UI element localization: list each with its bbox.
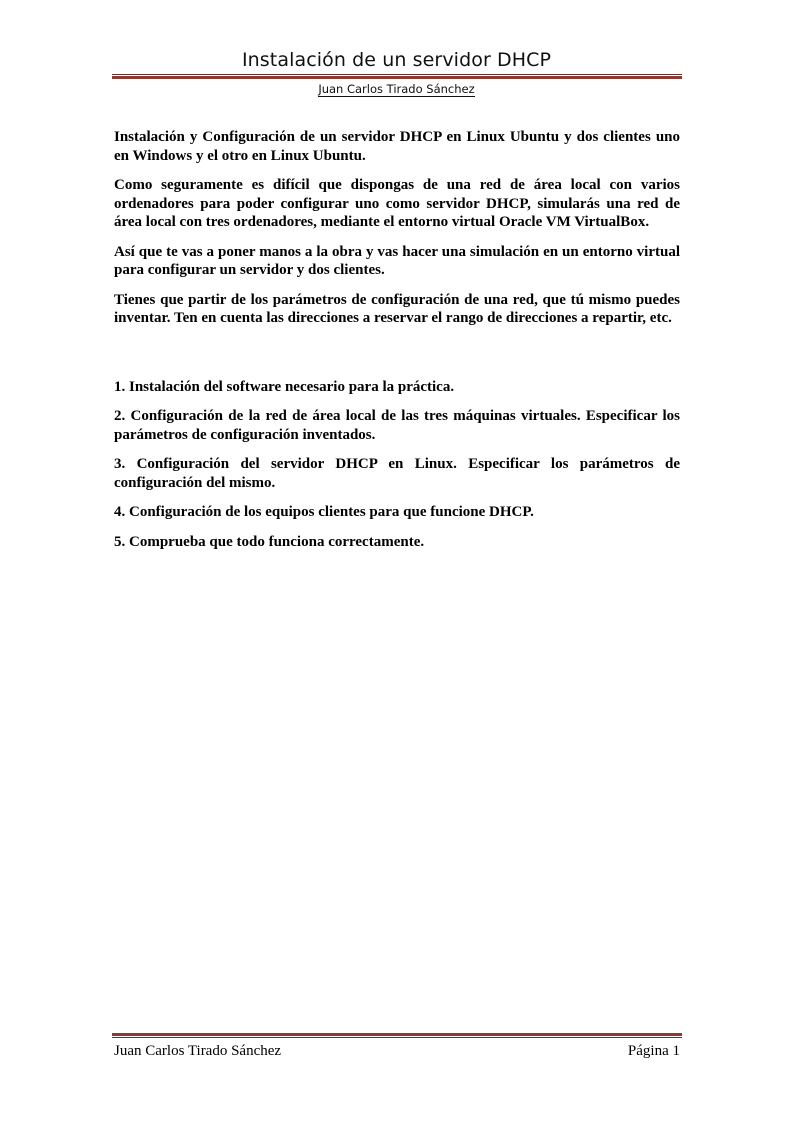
step-item: 5. Comprueba que todo funciona correctamente.: [114, 533, 425, 550]
step-item: 1. Instalación del software necesario para la práctica.: [114, 378, 455, 395]
footer-rule: [112, 1033, 682, 1038]
step-item: 2. Configuración de la red de área local de las tres máquinas virtuales. Especificar los parámetros de configuración inventados.: [114, 408, 680, 443]
intro-paragraph: Tienes que partir de los parámetros de configuración de una red, que tú mismo puedes inventar. Ten en cuenta las direcciones a reservar el rango de direcciones a repartir, etc.: [114, 291, 680, 326]
header-author-text: Juan Carlos Tirado Sánchez: [318, 82, 475, 96]
header-author: [0, 82, 793, 96]
step-item: 3. Configuración del servidor DHCP en Linux. Especificar los parámetros de configuración del mismo.: [114, 456, 680, 491]
intro-paragraph: Así que te vas a poner manos a la obra y vas hacer una simulación en un entorno virtual para configurar un servidor y dos clientes.: [114, 243, 680, 278]
intro-paragraph: Instalación y Configuración de un servidor DHCP en Linux Ubuntu y dos clientes uno en Windows y el otro en Linux Ubuntu.: [114, 129, 680, 164]
step-item: 4. Configuración de los equipos clientes para que funcione DHCP.: [114, 504, 534, 520]
document-title: Instalación de un servidor DHCP: [241, 49, 552, 71]
document-body: [114, 128, 680, 562]
page-number: Página 1: [627, 1043, 680, 1059]
header-rule: [112, 74, 682, 79]
footer-author: Juan Carlos Tirado Sánchez: [114, 1043, 282, 1059]
intro-paragraph: Como seguramente es difícil que dispongas de una red de área local con varios ordenadores para poder configurar uno como servidor DHCP, simularás una red de área local con tres ordenadores, mediante el entorno virtual Oracle VM VirtualBox.: [114, 177, 680, 230]
